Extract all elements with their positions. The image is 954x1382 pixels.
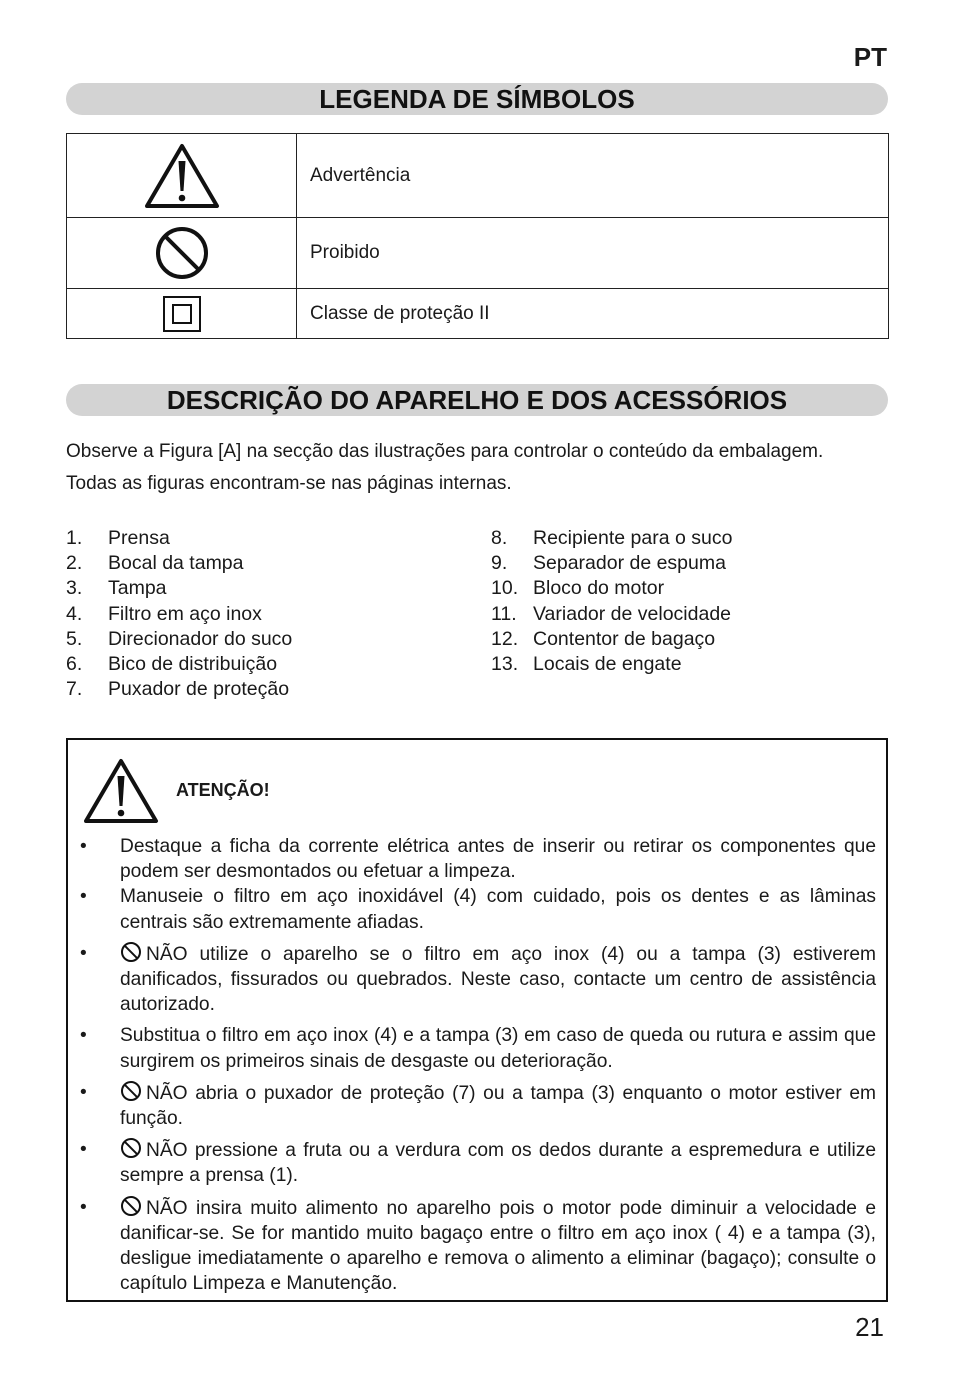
attention-box (66, 738, 888, 1302)
part-number: 3. (66, 577, 83, 600)
part-item (66, 677, 292, 702)
symbol-label-prohibited: Proibido (297, 218, 889, 289)
parts-list-left (66, 526, 292, 702)
attention-item-text: Substitua o filtro em aço inox (4) e a tampa (3) em caso de queda ou rutura e assim que surgirem os primeiros sinais de desgaste ou deterioração. (120, 1025, 876, 1072)
part-name: Bico de distribuição (108, 653, 278, 676)
attention-item-text: Manuseie o filtro em aço inoxidável (4) com cuidado, pois os dentes e as lâminas centrais são extremamente afiadas. (120, 886, 876, 933)
part-item (66, 526, 292, 551)
bullet-marker: • (80, 1081, 87, 1103)
part-name: Direcionador do suco (108, 627, 293, 650)
part-name: Locais de engate (533, 653, 682, 676)
symbol-label-class-ii: Classe de proteção II (297, 289, 889, 339)
part-number: 8. (491, 527, 508, 549)
prohibited-icon (120, 941, 142, 963)
part-item (491, 602, 732, 627)
attention-item-text: NÃO utilize o aparelho se o filtro em aço inox (4) ou a tampa (3) estiverem danificados, fissurados ou quebrados. Neste caso, contacte um centro de assistência autorizado. (120, 943, 876, 1016)
part-number: 10. (491, 577, 519, 600)
part-name: Bloco do motor (533, 577, 665, 600)
bullet-marker: • (80, 1139, 87, 1161)
attention-item-text: NÃO pressione a fruta ou a verdura com os dedos durante a espremedura e utilize sempre a prensa (1). (120, 1140, 876, 1187)
attention-item (76, 1137, 876, 1188)
warning-triangle-icon (82, 756, 160, 826)
symbol-row-class-ii (67, 289, 889, 339)
part-name: Bocal da tampa (108, 552, 244, 575)
attention-item-text: NÃO abria o puxador de proteção (7) ou a tampa (3) enquanto o motor estiver em função. (120, 1082, 876, 1130)
part-item (66, 551, 292, 576)
attention-list (76, 834, 876, 1296)
bullet-marker: • (80, 836, 87, 857)
part-number: 5. (66, 627, 83, 650)
bullet-marker: • (80, 886, 87, 908)
attention-item-content (120, 884, 876, 934)
part-name: Separador de espuma (533, 552, 726, 575)
language-code: PT (853, 42, 887, 72)
page-number: 21 (855, 1312, 884, 1342)
part-name: Puxador de proteção (108, 678, 290, 701)
part-item (491, 551, 732, 576)
part-item (491, 526, 732, 551)
attention-item (76, 941, 876, 1018)
attention-item-text: Destaque a ficha da corrente elétrica antes de inserir ou retirar os componentes que podem ser desmontados ou efetuar a limpeza. (120, 836, 876, 883)
part-item (66, 627, 292, 652)
part-number: 9. (491, 552, 508, 575)
part-name: Filtro em aço inox (108, 602, 262, 625)
part-number: 1. (66, 527, 83, 549)
intro-line: Observe a Figura [A] na secção das ilustrações para controlar o conteúdo da embalagem. (66, 441, 824, 462)
attention-item-content (120, 1195, 876, 1297)
prohibited-icon (154, 225, 210, 281)
attention-item (76, 1080, 876, 1131)
part-name: Contentor de bagaço (533, 627, 716, 650)
part-number: 2. (66, 552, 83, 575)
part-number: 12. (491, 627, 519, 650)
part-number: 13. (491, 653, 519, 676)
symbol-label-warning: Advertência (297, 134, 889, 218)
part-name: Recipiente para o suco (533, 527, 733, 549)
attention-item-content (120, 834, 876, 884)
attention-item-text: NÃO insira muito alimento no aparelho pois o motor pode diminuir a velocidade e danificar-se. Se for mantido muito bagaço entre o filtro em aço inox ( 4) e a tampa (3), desligue imediatamente o aparelho e remova o alimento a eliminar (bagaço); consulte o capítulo Limpeza e Manutenção. (120, 1197, 876, 1295)
intro-paragraph (66, 436, 896, 500)
part-number: 4. (66, 602, 83, 625)
symbols-legend-table (66, 133, 889, 339)
attention-item-content (120, 1080, 876, 1131)
part-item (491, 627, 732, 652)
part-item (66, 576, 292, 601)
part-item (66, 602, 292, 627)
part-name: Tampa (108, 577, 167, 600)
part-item (491, 652, 732, 677)
bullet-marker: • (80, 942, 87, 964)
part-number: 11. (491, 602, 517, 625)
attention-item (76, 884, 876, 934)
attention-item (76, 1195, 876, 1297)
bullet-marker: • (80, 1025, 87, 1047)
attention-item (76, 834, 876, 884)
symbol-row-prohibited (67, 218, 889, 289)
attention-item-content (120, 1137, 876, 1188)
symbol-row-warning (67, 134, 889, 218)
attention-item (76, 1023, 876, 1073)
part-item (66, 652, 292, 677)
symbols-legend-heading: LEGENDA DE SÍMBOLOS (66, 83, 888, 115)
prohibited-icon (120, 1137, 142, 1159)
part-name: Prensa (108, 527, 170, 549)
part-number: 7. (66, 678, 83, 701)
part-number: 6. (66, 653, 83, 676)
intro-line: Todas as figuras encontram-se nas páginas internas. (66, 473, 512, 494)
bullet-marker: • (80, 1196, 87, 1218)
parts-list-right (491, 526, 732, 677)
attention-item-content (120, 1023, 876, 1073)
class-ii-protection-icon (162, 295, 202, 333)
attention-title: ATENÇÃO! (176, 780, 270, 800)
part-item (491, 576, 732, 601)
attention-item-content (120, 941, 876, 1018)
part-name: Variador de velocidade (533, 602, 732, 625)
prohibited-icon (120, 1195, 142, 1217)
device-description-heading: DESCRIÇÃO DO APARELHO E DOS ACESSÓRIOS (66, 384, 888, 416)
warning-triangle-icon (143, 141, 221, 211)
prohibited-icon (120, 1080, 142, 1102)
